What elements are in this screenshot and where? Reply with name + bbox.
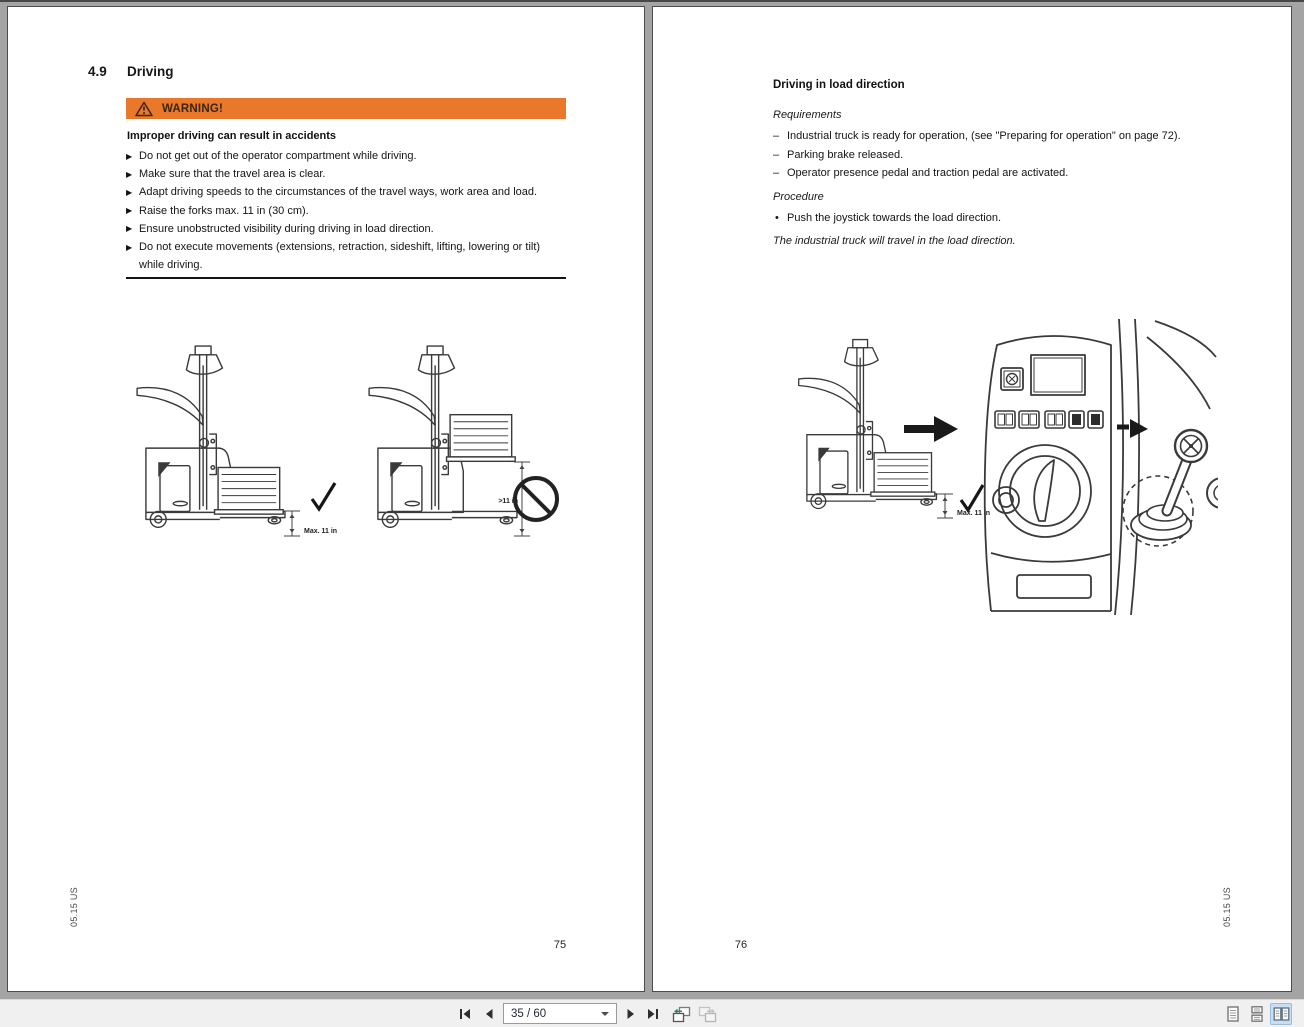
warning-triangle-icon — [135, 101, 153, 117]
facing-pages-view-icon — [1273, 1006, 1290, 1022]
dot-marker: • — [775, 212, 779, 224]
figure-label-ok: Max. 11 in — [957, 510, 991, 517]
list-item — [126, 220, 567, 238]
list-item — [773, 164, 1247, 183]
requirements-list — [773, 127, 1247, 183]
document-page-right — [652, 6, 1292, 992]
bullet-icon: ▶ — [126, 206, 133, 216]
topic-heading: Driving in load direction — [773, 79, 905, 91]
next-page-button[interactable] — [620, 1003, 642, 1025]
list-item-text: Parking brake released. — [787, 148, 904, 161]
section-title: Driving — [127, 64, 174, 79]
warning-heading: Improper driving can result in accidents — [127, 130, 337, 142]
single-page-view-button[interactable] — [1222, 1003, 1244, 1025]
section-divider — [126, 277, 566, 279]
list-item-text: Operator presence pedal and traction pedal are activated. — [787, 167, 1069, 179]
list-item — [126, 165, 567, 183]
dimension-lines — [937, 494, 953, 518]
continuous-view-icon — [1249, 1006, 1265, 1022]
list-item — [773, 146, 1247, 165]
prohibition-icon — [515, 478, 557, 520]
dash-marker: – — [773, 130, 780, 142]
procedure-label: Procedure — [773, 191, 824, 203]
warning-banner — [126, 98, 566, 119]
continuous-view-button[interactable] — [1246, 1003, 1268, 1025]
next-view-button[interactable] — [696, 1003, 718, 1025]
dash-marker: – — [773, 167, 780, 179]
facing-pages-view-button[interactable] — [1270, 1003, 1292, 1025]
page-number: 76 — [734, 939, 748, 951]
figure-drive-joystick — [773, 313, 1218, 618]
list-item-text: Ensure unobstructed visibility during driving in load direction. — [139, 222, 434, 235]
list-item — [773, 127, 1247, 146]
joystick-drawing — [1117, 419, 1218, 546]
last-page-icon — [645, 1006, 661, 1022]
list-item-text: Industrial truck is ready for operation, (see "Preparing for operation" on page 72). — [787, 130, 1181, 142]
single-page-view-icon — [1225, 1006, 1241, 1022]
console-drawing — [985, 336, 1111, 611]
previous-view-button[interactable] — [670, 1003, 692, 1025]
list-item — [126, 183, 567, 201]
edition-code: 05.15 US — [69, 887, 79, 927]
bullet-icon: ▶ — [126, 242, 133, 252]
result-note: The industrial truck will travel in the load direction. — [773, 235, 1016, 247]
next-view-icon — [698, 1006, 717, 1023]
checkmark-icon — [312, 483, 335, 509]
list-item — [126, 202, 567, 220]
figure-label-ok: Max. 11 in — [304, 528, 338, 535]
bullet-icon: ▶ — [126, 169, 133, 179]
list-item — [126, 238, 567, 274]
procedure-step — [773, 209, 1247, 227]
list-item-text: Do not execute movements (extensions, retraction, sideshift, lifting, lowering or tilt) while driving. — [139, 241, 541, 272]
figure-fork-height-ok-vs-prohibited — [106, 331, 561, 566]
dimension-lines — [284, 511, 300, 536]
first-page-icon — [457, 1006, 473, 1022]
warning-title: WARNING! — [162, 102, 224, 115]
edition-code: 05.15 US — [1222, 887, 1232, 927]
previous-page-icon — [481, 1006, 497, 1022]
previous-page-button[interactable] — [478, 1003, 500, 1025]
previous-view-icon — [672, 1006, 691, 1023]
bullet-icon: ▶ — [126, 151, 133, 161]
bullet-icon: ▶ — [126, 224, 133, 234]
next-page-icon — [623, 1006, 639, 1022]
section-number: 4.9 — [88, 64, 107, 79]
list-item-text: Adapt driving speeds to the circumstances of the travel ways, work area and load. — [139, 186, 538, 199]
list-item — [126, 147, 567, 165]
last-page-button[interactable] — [642, 1003, 664, 1025]
window-top-border — [0, 0, 1304, 2]
list-item-text: Make sure that the travel area is clear. — [139, 168, 326, 181]
list-item-text: Raise the forks max. 11 in (30 cm). — [139, 204, 309, 217]
warning-list — [126, 147, 567, 274]
requirements-label: Requirements — [773, 109, 842, 121]
dash-marker: – — [773, 148, 780, 161]
viewer-toolbar — [0, 999, 1304, 1027]
checkmark-icon — [961, 485, 983, 510]
dropdown-caret-icon — [601, 1012, 609, 1016]
document-page-left — [7, 6, 645, 992]
list-item-text: Do not get out of the operator compartment while driving. — [139, 150, 417, 162]
cab-pillar-drawing — [1115, 319, 1216, 615]
first-page-button[interactable] — [454, 1003, 476, 1025]
direction-arrow-icon — [904, 416, 958, 442]
page-indicator-value: 35 / 60 — [511, 1007, 547, 1020]
bullet-icon: ▶ — [126, 187, 133, 197]
list-item-text: Push the joystick towards the load direction. — [787, 212, 1002, 224]
page-number: 75 — [553, 939, 567, 951]
figure-label-exceed: >11 in — [498, 498, 518, 505]
page-indicator-combobox[interactable] — [503, 1003, 617, 1024]
